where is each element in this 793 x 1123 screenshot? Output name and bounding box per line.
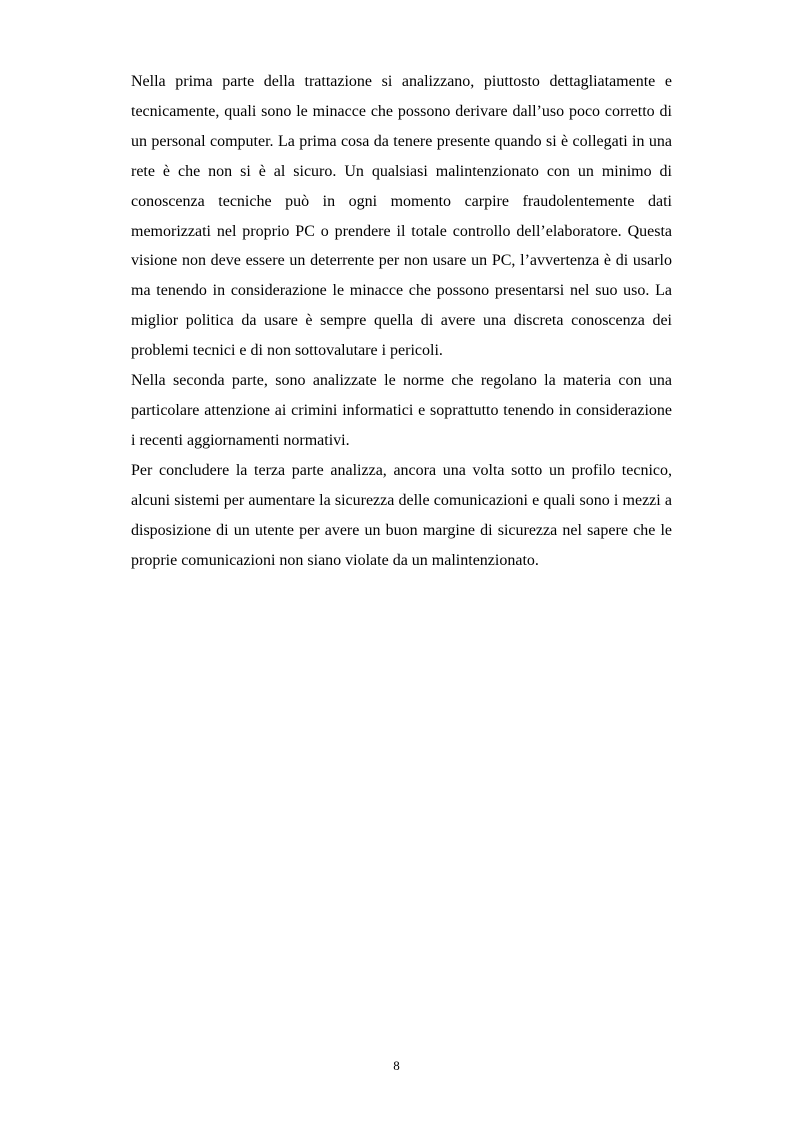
page-number: 8 xyxy=(393,1058,400,1073)
paragraph-third-part: Per concludere la terza parte analizza, ancora una volta sotto un profilo tecnico, alcuni sistemi per aumentare la sicurezza delle comunicazioni e quali sono i mezzi a disposizione di un utente per avere un buon margine di sicurezza nel sapere che le proprie comunicazioni non siano violate da un malintenzionato. xyxy=(131,461,672,569)
body-text xyxy=(131,67,672,575)
paragraph-second-part: Nella seconda parte, sono analizzate le norme che regolano la materia con una particolare attenzione ai crimini informatici e soprattutto tenendo in considerazione i recenti aggiornamenti normativi. xyxy=(131,372,672,449)
paragraph-intro: Nella prima parte della trattazione si analizzano, piuttosto dettagliatamente e tecnicamente, quali sono le minacce che possono derivare dall’uso poco corretto di un personal computer. La prima cosa da tenere presente quando si è collegati in una rete è che non si è al sicuro. Un qualsiasi malintenzionato con un minimo di conoscenza tecniche può in ogni momento carpire fraudolentemente dati memorizzati nel proprio PC o prendere il totale controllo dell’elaboratore. Questa visione non deve essere un deterrente per non usare un PC, l’avvertenza è di usarlo ma tenendo in considerazione le minacce che possono presentarsi nel suo uso. La miglior politica da usare è sempre quella di avere una discreta conoscenza dei problemi tecnici e di non sottovalutare i pericoli. xyxy=(131,73,672,360)
